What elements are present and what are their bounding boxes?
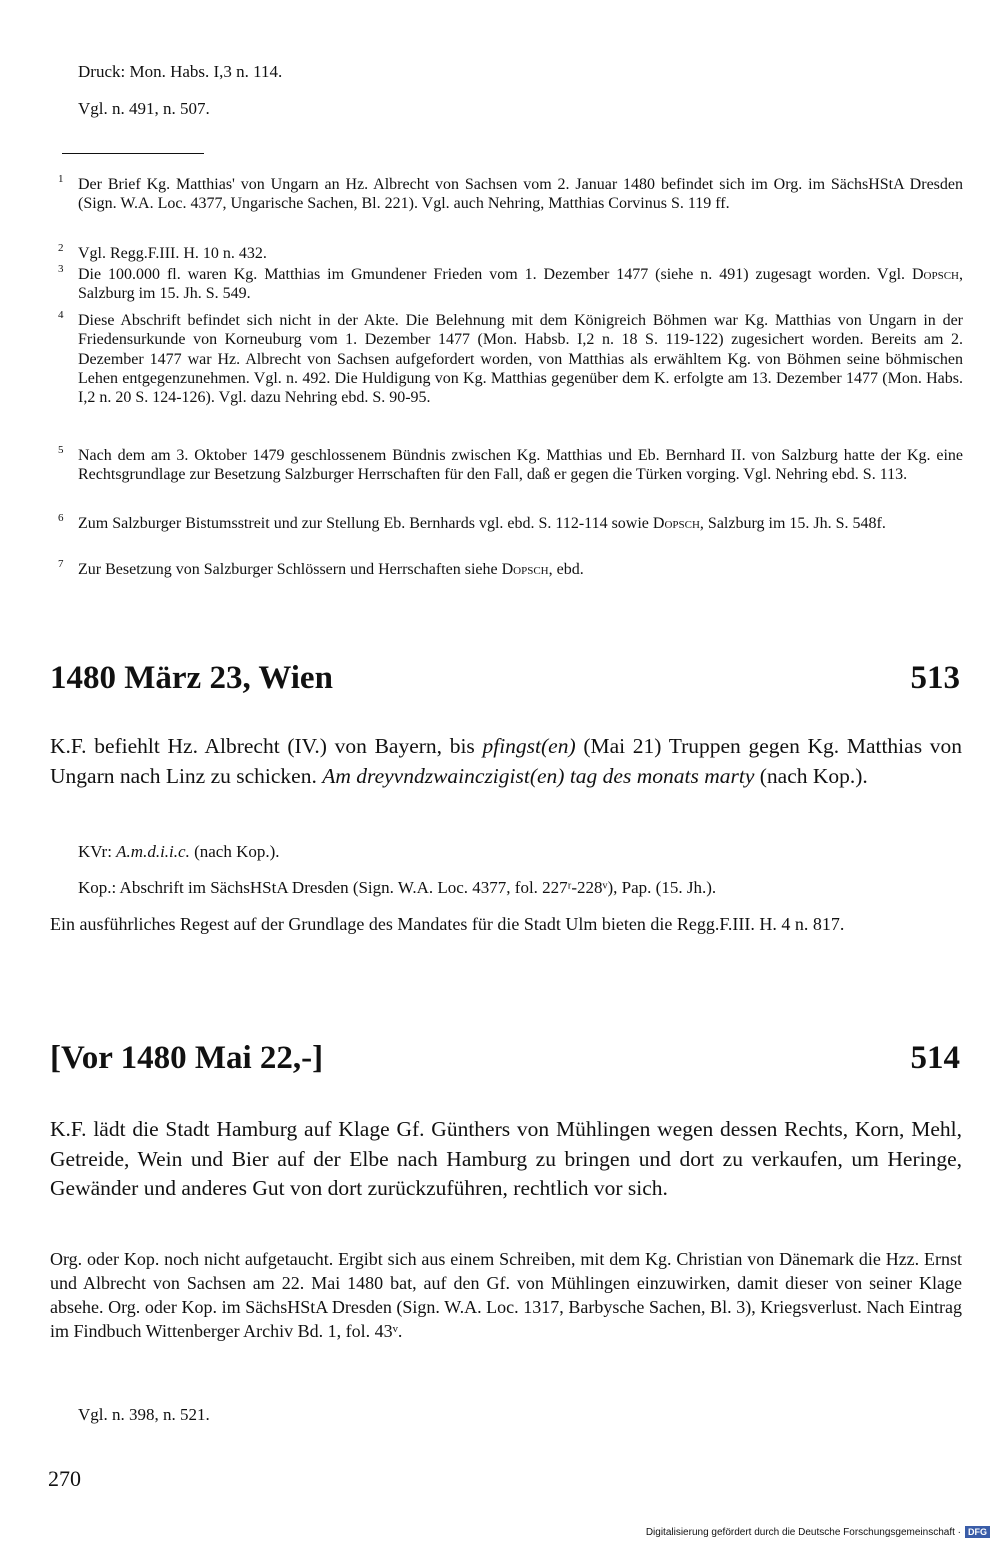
footnote-number: 3 xyxy=(58,263,64,275)
footnote-5 xyxy=(58,446,963,485)
footnote-7 xyxy=(58,560,963,579)
regest-514: K.F. lädt die Stadt Hamburg auf Klage Gf. Günthers von Mühlingen wegen dessen Rechts, Korn, Mehl, Getreide, Wein und Bier auf der Elbe nach Hamburg zu bringen und dort zu verkaufen, um Heringe, Gewänder und anderes Gut von dort zurückzuführen, rechtlich vor sich. xyxy=(50,1117,962,1200)
footnote-number: 1 xyxy=(58,173,64,185)
comparison-reference: Vgl. n. 491, n. 507. xyxy=(78,99,210,118)
footnote-text: Zum Salzburger Bistumsstreit und zur Stellung Eb. Bernhards vgl. ebd. S. 112-114 sowie Dopsch, Salzburg im 15. Jh. S. 548f. xyxy=(78,515,886,532)
footnote-6 xyxy=(58,514,963,533)
dfg-logo: DFG xyxy=(965,1526,990,1538)
entry-number: 513 xyxy=(910,660,960,696)
entry-number: 514 xyxy=(910,1040,960,1076)
footnote-number: 7 xyxy=(58,558,64,570)
footnote-number: 4 xyxy=(58,309,64,321)
kvr-note-513: KVr: A.m.d.i.i.c. (nach Kop.). xyxy=(78,842,280,861)
regest-note-513: Ein ausführliches Regest auf der Grundlage des Mandates für die Stadt Ulm bieten die Regg.F.III. H. 4 n. 817. xyxy=(50,914,845,934)
footnote-text: Zur Besetzung von Salzburger Schlössern und Herrschaften siehe Dopsch, ebd. xyxy=(78,561,584,578)
entry-heading-513 xyxy=(50,660,960,697)
footnote-1 xyxy=(58,175,963,214)
regest-513: K.F. befiehlt Hz. Albrecht (IV.) von Bayern, bis pfingst(en) (Mai 21) Truppen gegen Kg. Matthias von Ungarn nach Linz zu schicken. Am dreyvndzwainczigist(en) tag des monats marty (nach Kop.). xyxy=(50,734,962,788)
footnote-text: Die 100.000 fl. waren Kg. Matthias im Gmundener Frieden vom 1. Dezember 1477 (siehe n. 491) zugesagt worden. Vgl. Dopsch, Salzburg im 15. Jh. S. 549. xyxy=(78,266,963,303)
comparison-reference-514: Vgl. n. 398, n. 521. xyxy=(78,1405,210,1424)
print-reference: Druck: Mon. Habs. I,3 n. 114. xyxy=(78,62,283,81)
footnote-4 xyxy=(58,311,963,407)
copy-source-513: Kop.: Abschrift im SächsHStA Dresden (Sign. W.A. Loc. 4377, fol. 227ʳ-228ᵛ), Pap. (15. Jh.). xyxy=(78,878,717,897)
footnote-number: 5 xyxy=(58,444,64,456)
entry-date-place: [Vor 1480 Mai 22,-] xyxy=(50,1040,324,1076)
footnote-number: 2 xyxy=(58,242,64,254)
footnote-number: 6 xyxy=(58,512,64,524)
footnote-text: Vgl. Regg.F.III. H. 10 n. 432. xyxy=(78,245,267,262)
footnote-divider xyxy=(62,153,204,154)
regest-note-514: Org. oder Kop. noch nicht aufgetaucht. Ergibt sich aus einem Schreiben, mit dem Kg. Christian von Dänemark die Hzz. Ernst und Albrecht von Sachsen am 22. Mai 1480 bat, auf den Gf. von Mühlingen einzuwirken, damit dieser von seiner Klage absehe. Org. oder Kop. im SächsHStA Dresden (Sign. W.A. Loc. 1317, Barbysche Sachen, Bl. 3), Kriegsverlust. Nach Eintrag im Findbuch Wittenberger Archiv Bd. 1, fol. 43ᵛ. xyxy=(50,1249,962,1341)
footnote-2 xyxy=(58,244,963,263)
footnote-text: Nach dem am 3. Oktober 1479 geschlossenem Bündnis zwischen Kg. Matthias und Eb. Bernhard II. von Salzburg hatte der Kg. eine Rechtsgrundlage zur Besetzung Salzburger Herrschaften für den Fall, daß er gegen die Türken vorging. Vgl. Nehring ebd. S. 113. xyxy=(78,447,963,484)
footnote-text: Diese Abschrift befindet sich nicht in der Akte. Die Belehnung mit dem Königreich Böhmen war Kg. Matthias von Ungarn in der Friedensurkunde von Korneuburg vom 1. Dezember 1477 (Mon. Habsb. I,2 n. 18 S. 119-122) zugesichert worden. Bereits am 2. Dezember 1477 war Hz. Albrecht von Sachsen aufgefordert worden, von Matthias als erwähltem Kg. von Böhmen seine böhmischen Lehen entgegenzunehmen. Vgl. n. 492. Die Huldigung von Kg. Matthias gegenüber dem K. erfolgte am 13. Dezember 1477 (Mon. Habs. I,2 n. 20 S. 124-126). Vgl. dazu Nehring ebd. S. 90-95. xyxy=(78,312,963,407)
entry-date-place: 1480 März 23, Wien xyxy=(50,660,333,696)
footnote-text: Der Brief Kg. Matthias' von Ungarn an Hz. Albrecht von Sachsen vom 2. Januar 1480 befindet sich im Org. im SächsHStA Dresden (Sign. W.A. Loc. 4377, Ungarische Sachen, Bl. 221). Vgl. auch Nehring, Matthias Corvinus S. 119 ff. xyxy=(78,176,963,213)
dfg-footer xyxy=(646,1526,990,1538)
footnote-3 xyxy=(58,265,963,304)
entry-heading-514 xyxy=(50,1040,960,1077)
page-number: 270 xyxy=(48,1466,81,1491)
dfg-credit-text: Digitalisierung gefördert durch die Deutsche Forschungsgemeinschaft · xyxy=(645,1526,961,1538)
